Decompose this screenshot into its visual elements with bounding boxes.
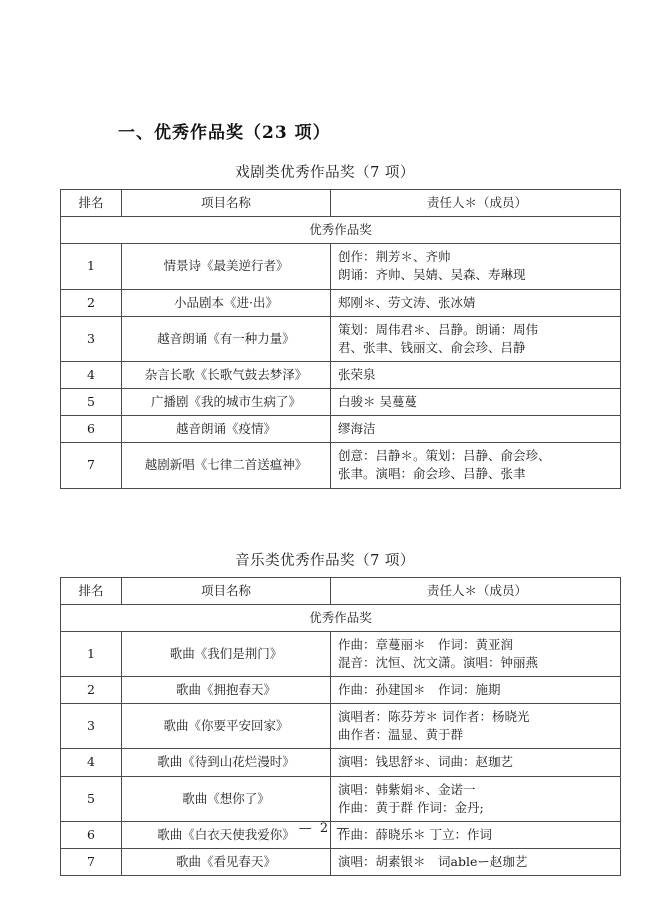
table-header-row bbox=[61, 577, 621, 604]
person-line: 张聿。演唱：俞会珍、吕静、张聿 bbox=[338, 466, 526, 482]
table-row bbox=[61, 443, 621, 488]
cell-rank: 4 bbox=[61, 749, 122, 776]
table-row bbox=[61, 244, 621, 289]
cell-rank: 4 bbox=[61, 361, 122, 388]
cell-person bbox=[331, 389, 621, 416]
person-line: 郏刚＊、劳文涛、张冰婧 bbox=[338, 294, 476, 310]
table-title-music: 音乐类优秀作品奖（7 项） bbox=[235, 552, 415, 569]
cell-project-name: 歌曲《待到山花烂漫时》 bbox=[122, 749, 331, 776]
table-row bbox=[61, 704, 621, 749]
cell-project-name: 杂言长歌《长歌气鼓去梦泽》 bbox=[122, 361, 331, 388]
cell-project-name: 小品剧本《进·出》 bbox=[122, 289, 331, 316]
cell-person bbox=[331, 677, 621, 704]
table-header-row bbox=[61, 190, 621, 217]
cell-person bbox=[331, 704, 621, 749]
cell-project-name: 越剧新唱《七律二首送瘟神》 bbox=[122, 443, 331, 488]
person-line: 作曲：孙建国＊ 作词：施期 bbox=[338, 682, 501, 697]
cell-rank: 1 bbox=[61, 631, 122, 676]
cell-project-name: 情景诗《最美逆行者》 bbox=[122, 244, 331, 289]
cell-rank: 5 bbox=[61, 389, 122, 416]
cell-rank: 3 bbox=[61, 316, 122, 361]
table-row bbox=[61, 316, 621, 361]
person-line: 创作：荆芳＊、齐帅 bbox=[338, 249, 451, 265]
column-header-person: 责任人＊（成员） bbox=[331, 577, 621, 604]
cell-rank: 6 bbox=[61, 416, 122, 443]
table-body-drama bbox=[61, 217, 621, 488]
page-number: — 2 — bbox=[298, 821, 352, 836]
table-title-drama: 戏剧类优秀作品奖（7 项） bbox=[235, 165, 415, 181]
table-row bbox=[61, 749, 621, 776]
column-header-project-name: 项目名称 bbox=[122, 190, 331, 217]
table-header-drama bbox=[61, 190, 621, 217]
cell-rank: 7 bbox=[61, 443, 122, 488]
cell-project-name: 歌曲《我们是荆门》 bbox=[122, 631, 331, 676]
cell-project-name: 歌曲《拥抱春天》 bbox=[122, 677, 331, 704]
cell-person bbox=[331, 848, 621, 875]
person-line: 君、张聿、钱丽文、俞会珍、吕静 bbox=[338, 339, 526, 355]
table-band-row bbox=[61, 604, 621, 631]
table-row bbox=[61, 677, 621, 704]
cell-person bbox=[331, 749, 621, 776]
column-header-project-name: 项目名称 bbox=[122, 577, 331, 604]
person-line: 朗诵：齐帅、吴婧、吴森、寿琳现 bbox=[338, 267, 526, 283]
person-line: 作曲：章蔓丽＊ 作词：黄亚润 bbox=[338, 636, 514, 652]
page-title: 一、优秀作品奖（23 项） bbox=[118, 123, 331, 143]
cell-project-name: 歌曲《你要平安回家》 bbox=[122, 704, 331, 749]
table-row bbox=[61, 848, 621, 875]
award-table-drama bbox=[60, 189, 621, 489]
person-line: 演唱者：陈芬芳＊ 词作者：杨晓光 bbox=[338, 709, 530, 725]
person-line: 创意：吕静＊。策划：吕静、俞会珍、 bbox=[338, 448, 551, 464]
table-header-music bbox=[61, 577, 621, 604]
cell-person bbox=[331, 244, 621, 289]
cell-project-name: 越音朗诵《有一种力量》 bbox=[122, 316, 331, 361]
cell-person bbox=[331, 361, 621, 388]
table-row bbox=[61, 361, 621, 388]
cell-project-name: 歌曲《看见春天》 bbox=[122, 848, 331, 875]
column-header-rank: 排名 bbox=[61, 577, 122, 604]
cell-person bbox=[331, 416, 621, 443]
award-table-block-drama bbox=[60, 161, 590, 489]
person-line: 缪海洁 bbox=[338, 421, 376, 437]
cell-person bbox=[331, 316, 621, 361]
cell-person bbox=[331, 631, 621, 676]
band-label: 优秀作品奖 bbox=[61, 217, 621, 244]
cell-rank: 5 bbox=[61, 776, 122, 821]
person-line: 曲作者：温显、黄于群 bbox=[338, 727, 464, 743]
cell-rank: 1 bbox=[61, 244, 122, 289]
cell-person bbox=[331, 776, 621, 821]
person-line: 策划：周伟君＊、吕静。朗诵：周伟 bbox=[338, 321, 539, 337]
person-line: 作曲：薛晓乐＊ 丁立：作词 bbox=[338, 826, 492, 842]
cell-project-name: 歌曲《想你了》 bbox=[122, 776, 331, 821]
column-header-rank: 排名 bbox=[61, 190, 122, 217]
person-line: 演唱：钱思舒＊、词曲：赵珈艺 bbox=[338, 754, 514, 770]
cell-rank: 2 bbox=[61, 289, 122, 316]
table-row bbox=[61, 289, 621, 316]
table-row bbox=[61, 631, 621, 676]
column-header-person: 责任人＊（成员） bbox=[331, 190, 621, 217]
table-row bbox=[61, 776, 621, 821]
cell-project-name: 广播剧《我的城市生病了》 bbox=[122, 389, 331, 416]
table-band-row bbox=[61, 217, 621, 244]
cell-person bbox=[331, 289, 621, 316]
table-row bbox=[61, 416, 621, 443]
person-line: 演唱：胡素银＊ 词ableー赵珈艺 bbox=[338, 853, 528, 869]
cell-rank: 2 bbox=[61, 677, 122, 704]
person-line: 演唱：韩紫娟＊、金诺一 bbox=[338, 781, 476, 797]
person-line: 白骏＊ 吴蔓蔓 bbox=[338, 394, 417, 409]
cell-rank: 6 bbox=[61, 821, 122, 848]
cell-project-name: 歌曲《白衣天使我爱你》 bbox=[122, 821, 331, 848]
table-row bbox=[61, 389, 621, 416]
person-line: 张荣泉 bbox=[338, 366, 376, 382]
cell-rank: 3 bbox=[61, 704, 122, 749]
person-line: 混音：沈恒、沈文潇。演唱：钟丽燕 bbox=[338, 654, 539, 670]
cell-person bbox=[331, 443, 621, 488]
person-line: 作曲：黄于群 作词：金丹; bbox=[338, 799, 484, 815]
cell-rank: 7 bbox=[61, 848, 122, 875]
band-label: 优秀作品奖 bbox=[61, 604, 621, 631]
cell-project-name: 越音朗诵《疫情》 bbox=[122, 416, 331, 443]
